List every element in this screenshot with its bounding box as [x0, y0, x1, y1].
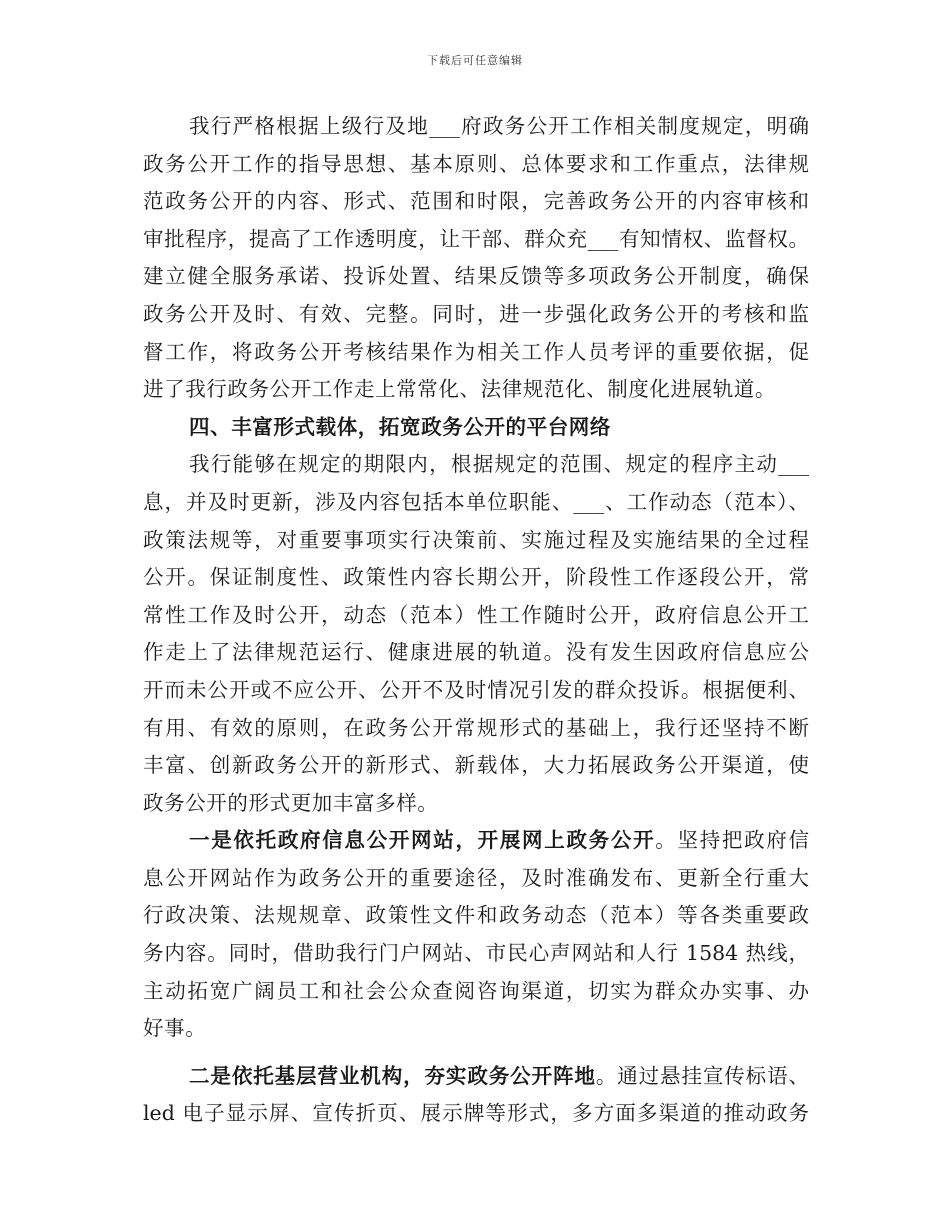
line-text: 政务公开工作的指导思想、基本原则、总体要求和工作重点，法律规	[143, 151, 809, 176]
text-line	[143, 183, 809, 221]
bold-lead: 二是依托基层营业机构，夯实政务公开阵地	[189, 1063, 596, 1088]
text-line	[143, 597, 809, 635]
page-header: 下载后可任意编辑	[427, 54, 523, 67]
text-line	[143, 146, 809, 184]
line-text: led 电子显示屏、宣传折页、展示牌等形式，多方面多渠道的推动政务	[143, 1101, 809, 1126]
line-text: 息公开网站作为政务公开的重要途径，及时准确发布、更新全行重大	[143, 865, 809, 890]
line-text: 有用、有效的原则，在政务公开常规形式的基础上，我行还坚持不断	[143, 715, 809, 740]
text-line	[143, 108, 809, 146]
line-text: 范政务公开的内容、形式、范围和时限，完善政务公开的内容审核和	[143, 189, 809, 214]
text-line	[143, 672, 809, 710]
text-line	[143, 409, 809, 447]
text-line	[143, 897, 809, 935]
line-text: 。通过悬挂宣传标语、	[595, 1063, 810, 1088]
text-line	[143, 522, 809, 560]
line-text: 督工作，将政务公开考核结果作为相关工作人员考评的重要依据，促	[143, 339, 809, 364]
text-line	[143, 484, 809, 522]
line-text: 政务公开及时、有效、完整。同时，进一步强化政务公开的考核和监	[143, 301, 809, 326]
text-line	[143, 822, 809, 860]
text-line	[143, 747, 809, 785]
text-line	[143, 296, 809, 334]
line-text: 。坚持把政府信	[655, 828, 810, 853]
paragraph-gap	[143, 1048, 809, 1058]
line-text: 开而未公开或不应公开、公开不及时情况引发的群众投诉。根据便利、	[143, 677, 809, 702]
line-text: 好事。	[143, 1016, 207, 1041]
text-line	[143, 634, 809, 672]
text-line	[143, 710, 809, 748]
document-body	[143, 108, 809, 1133]
line-text: 我行能够在规定的期限内，根据规定的范围、规定的程序主动___	[189, 452, 809, 477]
text-line	[143, 446, 809, 484]
text-line	[143, 973, 809, 1011]
text-line	[143, 785, 809, 823]
line-text: 审批程序，提高了工作透明度，让干部、群众充___有知情权、监督权。	[143, 226, 809, 251]
text-line	[143, 935, 809, 973]
line-text: 务内容。同时，借助我行门户网站、市民心声网站和人行 1584 热线，	[143, 941, 809, 966]
line-text: 建立健全服务承诺、投诉处置、结果反馈等多项政务公开制度，确保	[143, 264, 809, 289]
text-line	[143, 334, 809, 372]
text-line	[143, 221, 809, 259]
line-text: 行政决策、法规规章、政策性文件和政务动态（范本）等各类重要政	[143, 903, 809, 928]
text-line	[143, 559, 809, 597]
text-line	[143, 1095, 809, 1133]
text-line	[143, 860, 809, 898]
bold-lead: 四、丰富形式载体，拓宽政务公开的平台网络	[189, 414, 611, 439]
line-text: 主动拓宽广阔员工和社会公众查阅咨询渠道，切实为群众办实事、办	[143, 978, 809, 1003]
line-text: 丰富、创新政务公开的新形式、新载体，大力拓展政务公开渠道，使	[143, 753, 809, 778]
line-text: 常性工作及时公开，动态（范本）性工作随时公开，政府信息公开工	[143, 602, 809, 627]
text-line	[143, 371, 809, 409]
line-text: 公开。保证制度性、政策性内容长期公开，阶段性工作逐段公开，常	[143, 565, 809, 590]
bold-lead: 一是依托政府信息公开网站，开展网上政务公开	[189, 828, 656, 853]
text-line	[143, 258, 809, 296]
line-text: 我行严格根据上级行及地___府政务公开工作相关制度规定，明确	[189, 114, 809, 138]
text-line	[143, 1058, 809, 1096]
line-text: 政务公开的形式更加丰富多样。	[143, 790, 439, 815]
line-text: 作走上了法律规范运行、健康进展的轨道。没有发生因政府信息应公	[143, 640, 809, 665]
line-text: 息，并及时更新，涉及内容包括本单位职能、___、工作动态（范本）、	[143, 489, 809, 514]
text-line	[143, 1010, 809, 1048]
line-text: 进了我行政务公开工作走上常常化、法律规范化、制度化进展轨道。	[143, 377, 776, 402]
line-text: 政策法规等，对重要事项实行决策前、实施过程及实施结果的全过程	[143, 527, 809, 552]
